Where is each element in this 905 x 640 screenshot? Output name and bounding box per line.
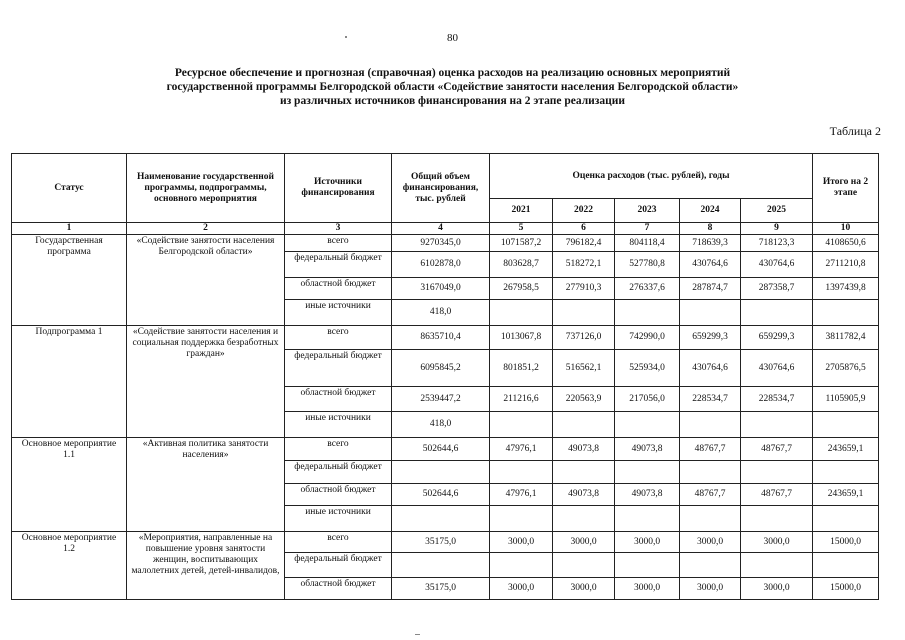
total-cell: 8635710,4 — [392, 326, 490, 350]
year-value-cell: 1013067,8 — [490, 326, 553, 350]
column-number: 10 — [813, 223, 879, 235]
source-cell: областной бюджет — [285, 484, 392, 506]
column-number: 5 — [490, 223, 553, 235]
header-status: Статус — [12, 154, 127, 223]
source-cell: областной бюджет — [285, 578, 392, 600]
year-value-cell — [490, 553, 553, 578]
program-name-cell: «Мероприятия, направленные на повышение уровня занятости женщин, воспитывающих малолетних детей, детей-инвалидов, — [127, 532, 285, 600]
year-value-cell — [741, 461, 813, 484]
year-value-cell: 48767,7 — [741, 438, 813, 461]
source-cell: всего — [285, 235, 392, 252]
final-total-cell: 3811782,4 — [813, 326, 879, 350]
year-value-cell: 516562,1 — [553, 350, 615, 387]
total-cell: 502644,6 — [392, 438, 490, 461]
column-number: 7 — [615, 223, 680, 235]
final-total-cell: 15000,0 — [813, 578, 879, 600]
total-cell — [392, 553, 490, 578]
year-value-cell — [741, 553, 813, 578]
final-total-cell: 1105905,9 — [813, 387, 879, 412]
year-value-cell — [490, 412, 553, 438]
resource-table — [11, 153, 879, 600]
source-cell: всего — [285, 438, 392, 461]
year-value-cell — [680, 553, 741, 578]
total-cell: 6095845,2 — [392, 350, 490, 387]
table-row — [12, 326, 879, 350]
source-cell: федеральный бюджет — [285, 553, 392, 578]
title-line: государственной программы Белгородской области «Содействие занятости населения Белгородской области» — [166, 81, 739, 93]
year-value-cell — [680, 506, 741, 532]
year-value-cell: 217056,0 — [615, 387, 680, 412]
total-cell: 418,0 — [392, 300, 490, 326]
year-value-cell: 737126,0 — [553, 326, 615, 350]
final-total-cell: 4108650,6 — [813, 235, 879, 252]
total-cell: 2539447,2 — [392, 387, 490, 412]
year-value-cell — [680, 461, 741, 484]
final-total-cell: 15000,0 — [813, 532, 879, 553]
year-value-cell: 49073,8 — [553, 484, 615, 506]
final-total-cell: 1397439,8 — [813, 278, 879, 300]
year-value-cell — [490, 300, 553, 326]
table-label: Таблица 2 — [829, 124, 881, 138]
column-number: 9 — [741, 223, 813, 235]
column-number: 6 — [553, 223, 615, 235]
year-value-cell: 3000,0 — [741, 532, 813, 553]
header-estimate: Оценка расходов (тыс. рублей), годы — [490, 154, 813, 199]
year-value-cell — [490, 461, 553, 484]
total-cell: 35175,0 — [392, 578, 490, 600]
table-row — [12, 438, 879, 461]
year-value-cell — [553, 412, 615, 438]
total-cell — [392, 461, 490, 484]
year-value-cell: 3000,0 — [553, 578, 615, 600]
header-final: Итого на 2 этапе — [813, 154, 879, 223]
column-number: 3 — [285, 223, 392, 235]
total-cell: 3167049,0 — [392, 278, 490, 300]
source-cell: областной бюджет — [285, 278, 392, 300]
year-value-cell — [553, 553, 615, 578]
source-cell: всего — [285, 532, 392, 553]
year-value-cell: 718123,3 — [741, 235, 813, 252]
source-cell: областной бюджет — [285, 387, 392, 412]
year-value-cell: 49073,8 — [615, 484, 680, 506]
year-value-cell: 3000,0 — [553, 532, 615, 553]
column-number: 1 — [12, 223, 127, 235]
year-value-cell: 287358,7 — [741, 278, 813, 300]
year-value-cell: 48767,7 — [680, 438, 741, 461]
year-value-cell: 49073,8 — [615, 438, 680, 461]
source-cell: иные источники — [285, 412, 392, 438]
program-name-cell: «Активная политика занятости населения» — [127, 438, 285, 532]
year-value-cell: 228534,7 — [741, 387, 813, 412]
year-value-cell: 3000,0 — [680, 532, 741, 553]
year-value-cell — [615, 412, 680, 438]
year-value-cell: 3000,0 — [615, 578, 680, 600]
year-value-cell: 527780,8 — [615, 252, 680, 278]
year-value-cell: 220563,9 — [553, 387, 615, 412]
year-value-cell — [553, 506, 615, 532]
page-number: 80 — [447, 32, 458, 44]
header-year: 2025 — [741, 199, 813, 223]
year-value-cell: 803628,7 — [490, 252, 553, 278]
year-value-cell — [741, 412, 813, 438]
column-number: 2 — [127, 223, 285, 235]
status-cell: Государственная программа — [12, 235, 127, 326]
year-value-cell: 430764,6 — [680, 350, 741, 387]
year-value-cell — [553, 300, 615, 326]
final-total-cell: 2711210,8 — [813, 252, 879, 278]
header-year: 2021 — [490, 199, 553, 223]
document-title — [60, 66, 845, 108]
status-cell: Основное мероприятие 1.2 — [12, 532, 127, 600]
year-value-cell: 801851,2 — [490, 350, 553, 387]
year-value-cell: 1071587,2 — [490, 235, 553, 252]
year-value-cell: 430764,6 — [741, 350, 813, 387]
year-value-cell: 267958,5 — [490, 278, 553, 300]
year-value-cell: 47976,1 — [490, 484, 553, 506]
program-name-cell: «Содействие занятости населения Белгородской области» — [127, 235, 285, 326]
source-cell: всего — [285, 326, 392, 350]
year-value-cell: 659299,3 — [741, 326, 813, 350]
final-total-cell — [813, 553, 879, 578]
year-value-cell: 659299,3 — [680, 326, 741, 350]
total-cell: 9270345,0 — [392, 235, 490, 252]
total-cell: 6102878,0 — [392, 252, 490, 278]
year-value-cell: 277910,3 — [553, 278, 615, 300]
year-value-cell: 525934,0 — [615, 350, 680, 387]
total-cell: 35175,0 — [392, 532, 490, 553]
table-row — [12, 532, 879, 553]
year-value-cell: 287874,7 — [680, 278, 741, 300]
final-total-cell: 2705876,5 — [813, 350, 879, 387]
year-value-cell: 48767,7 — [680, 484, 741, 506]
scan-speck — [415, 634, 420, 635]
year-value-cell — [680, 412, 741, 438]
header-name: Наименование государственной программы, подпрограммы, основного мероприятия — [127, 154, 285, 223]
year-value-cell — [615, 461, 680, 484]
year-value-cell — [741, 300, 813, 326]
header-sources: Источники финансирования — [285, 154, 392, 223]
year-value-cell: 228534,7 — [680, 387, 741, 412]
year-value-cell: 430764,6 — [680, 252, 741, 278]
source-cell: федеральный бюджет — [285, 461, 392, 484]
year-value-cell: 3000,0 — [490, 578, 553, 600]
final-total-cell — [813, 412, 879, 438]
year-value-cell: 49073,8 — [553, 438, 615, 461]
column-number: 4 — [392, 223, 490, 235]
final-total-cell — [813, 300, 879, 326]
year-value-cell — [615, 506, 680, 532]
year-value-cell: 3000,0 — [680, 578, 741, 600]
header-year: 2024 — [680, 199, 741, 223]
source-cell: федеральный бюджет — [285, 350, 392, 387]
year-value-cell: 718639,3 — [680, 235, 741, 252]
status-cell: Основное мероприятие 1.1 — [12, 438, 127, 532]
year-value-cell: 804118,4 — [615, 235, 680, 252]
year-value-cell — [615, 300, 680, 326]
year-value-cell: 742990,0 — [615, 326, 680, 350]
header-total: Общий объем финансирования, тыс. рублей — [392, 154, 490, 223]
year-value-cell: 47976,1 — [490, 438, 553, 461]
final-total-cell — [813, 506, 879, 532]
total-cell: 502644,6 — [392, 484, 490, 506]
year-value-cell: 3000,0 — [741, 578, 813, 600]
year-value-cell: 211216,6 — [490, 387, 553, 412]
year-value-cell: 430764,6 — [741, 252, 813, 278]
source-cell: иные источники — [285, 506, 392, 532]
source-cell: иные источники — [285, 300, 392, 326]
final-total-cell — [813, 461, 879, 484]
year-value-cell: 3000,0 — [615, 532, 680, 553]
year-value-cell — [741, 506, 813, 532]
final-total-cell: 243659,1 — [813, 484, 879, 506]
title-line: из различных источников финансирования на 2 этапе реализации — [279, 95, 626, 107]
year-value-cell — [680, 300, 741, 326]
total-cell: 418,0 — [392, 412, 490, 438]
table-row — [12, 235, 879, 252]
year-value-cell — [490, 506, 553, 532]
final-total-cell: 243659,1 — [813, 438, 879, 461]
scan-speck — [345, 36, 347, 38]
year-value-cell — [615, 553, 680, 578]
year-value-cell: 796182,4 — [553, 235, 615, 252]
header-year: 2022 — [553, 199, 615, 223]
status-cell: Подпрограмма 1 — [12, 326, 127, 438]
year-value-cell — [553, 461, 615, 484]
column-number: 8 — [680, 223, 741, 235]
year-value-cell: 276337,6 — [615, 278, 680, 300]
source-cell: федеральный бюджет — [285, 252, 392, 278]
program-name-cell: «Содействие занятости населения и социальная поддержка безработных граждан» — [127, 326, 285, 438]
header-year: 2023 — [615, 199, 680, 223]
year-value-cell: 3000,0 — [490, 532, 553, 553]
title-line: Ресурсное обеспечение и прогнозная (справочная) оценка расходов на реализацию основных мероприятий — [174, 67, 731, 79]
total-cell — [392, 506, 490, 532]
year-value-cell: 518272,1 — [553, 252, 615, 278]
year-value-cell: 48767,7 — [741, 484, 813, 506]
